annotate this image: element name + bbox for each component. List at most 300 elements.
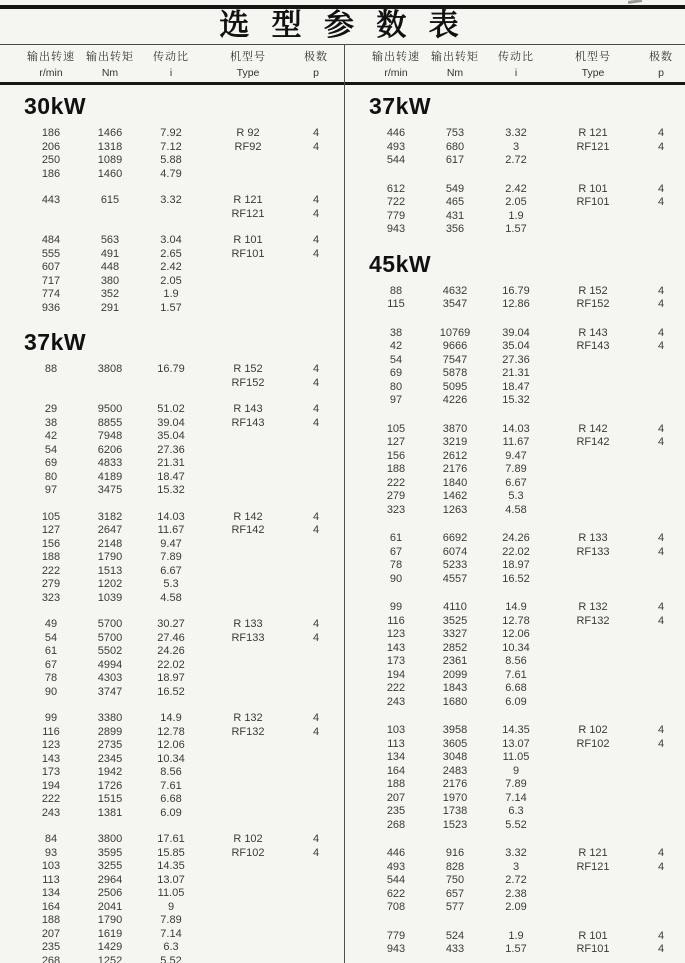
speed-cell: 612	[386, 182, 406, 195]
type-cell	[547, 628, 639, 642]
table-row	[345, 340, 685, 354]
scan-artifact-mark	[628, 0, 642, 4]
table-row	[345, 223, 685, 237]
type-cell: RF133	[231, 631, 265, 644]
table-row	[0, 208, 345, 222]
speed-cell: 279	[386, 490, 406, 502]
power-heading: 37kW	[24, 329, 87, 355]
type-cell: R 102	[578, 724, 608, 736]
poles-cell	[294, 901, 338, 915]
torque-cell: 3800	[97, 833, 123, 845]
poles-cell	[639, 642, 683, 656]
torque-cell: 2176	[442, 778, 468, 790]
poles-cell	[639, 504, 683, 518]
table-row	[345, 127, 685, 141]
row-group	[345, 327, 685, 408]
power-heading: 45kW	[369, 250, 432, 277]
table-row	[345, 751, 685, 765]
ratio-cell: 11.67	[502, 436, 530, 448]
header-ratio	[485, 49, 547, 82]
speed-cell	[22, 208, 80, 222]
torque-cell: 3547	[442, 298, 468, 310]
speed-cell: 115	[387, 298, 405, 310]
torque-cell: 753	[445, 127, 465, 139]
type-cell: R 152	[233, 363, 263, 375]
torque-cell: 1252	[97, 954, 123, 963]
table-row	[0, 377, 345, 391]
speed-cell: 99	[389, 601, 403, 613]
speed-cell: 779	[386, 209, 406, 222]
type-cell: R 92	[236, 127, 260, 139]
poles-cell	[294, 261, 338, 275]
table-row	[0, 261, 345, 275]
row-group	[0, 127, 345, 181]
speed-cell: 774	[41, 288, 61, 300]
ratio-cell: 10.34	[502, 641, 530, 654]
table-row	[0, 538, 345, 552]
type-cell: RF101	[576, 943, 610, 955]
ratio-cell: 12.78	[502, 614, 530, 627]
table-row	[345, 450, 685, 464]
table-row	[345, 682, 685, 696]
type-cell	[202, 565, 294, 579]
poles-cell	[639, 669, 683, 683]
speed-cell: 188	[41, 551, 61, 563]
ratio-cell: 2.65	[160, 247, 182, 260]
table-row	[0, 511, 345, 525]
table-row	[0, 363, 345, 377]
table-row	[0, 403, 345, 417]
speed-cell: 446	[386, 127, 406, 139]
table-row	[0, 578, 345, 592]
speed-cell: 88	[389, 284, 403, 297]
speed-cell: 323	[386, 503, 406, 516]
ratio-cell	[140, 377, 202, 391]
ratio-cell: 8.56	[160, 766, 182, 778]
table-row	[0, 686, 345, 700]
table-row	[345, 367, 685, 381]
table-row	[345, 861, 685, 875]
table-row	[0, 941, 345, 955]
torque-cell: 3255	[97, 860, 123, 872]
torque-cell: 2852	[442, 641, 468, 654]
poles-cell	[294, 471, 338, 485]
torque-cell: 2506	[97, 887, 123, 899]
ratio-cell: 24.26	[502, 532, 530, 544]
poles-cell: 4	[657, 532, 665, 544]
torque-cell: 1843	[442, 682, 468, 694]
type-cell	[202, 592, 294, 606]
power-heading: 37kW	[369, 93, 432, 119]
poles-cell: 4	[657, 943, 665, 955]
torque-cell: 10769	[439, 326, 471, 339]
torque-cell: 4632	[442, 284, 468, 297]
ratio-cell: 22.02	[502, 545, 530, 558]
type-cell: R 152	[578, 284, 608, 297]
speed-cell: 207	[41, 927, 61, 940]
torque-cell: 1840	[442, 476, 468, 489]
table-row	[345, 210, 685, 224]
poles-cell	[294, 551, 338, 565]
speed-cell: 54	[44, 443, 58, 456]
table-row	[0, 275, 345, 289]
type-cell: RF152	[231, 376, 265, 389]
poles-cell: 4	[657, 196, 665, 208]
table-row	[345, 930, 685, 944]
header-type-label: 机型号	[575, 51, 611, 63]
poles-cell	[294, 739, 338, 753]
torque-cell: 1726	[97, 779, 123, 792]
table-row	[345, 792, 685, 806]
table-row	[0, 524, 345, 538]
poles-cell: 4	[657, 298, 665, 310]
table-row	[345, 738, 685, 752]
header-torque	[80, 49, 140, 82]
poles-cell	[639, 778, 683, 792]
speed-cell: 235	[41, 941, 61, 953]
table-row	[345, 354, 685, 368]
torque-cell: 465	[445, 196, 465, 208]
table-row	[345, 285, 685, 299]
type-cell: RF133	[576, 545, 610, 558]
ratio-cell: 5.52	[160, 954, 182, 963]
poles-cell	[639, 682, 683, 696]
table-row	[0, 712, 345, 726]
table-row	[345, 490, 685, 504]
speed-cell: 156	[386, 449, 406, 462]
type-cell	[547, 669, 639, 683]
speed-cell: 88	[44, 363, 58, 375]
ratio-cell: 9.47	[160, 537, 182, 550]
poles-cell: 4	[312, 207, 320, 220]
type-cell	[202, 261, 294, 275]
table-row	[0, 618, 345, 632]
type-cell	[547, 642, 639, 656]
type-cell	[202, 444, 294, 458]
poles-cell	[639, 573, 683, 587]
poles-cell: 4	[312, 376, 320, 389]
speed-cell: 222	[386, 476, 406, 489]
torque-cell: 3870	[442, 422, 468, 435]
type-cell: R 142	[233, 510, 263, 523]
poles-cell: 4	[312, 416, 320, 429]
torque-cell: 1619	[97, 927, 123, 940]
speed-cell: 323	[41, 591, 61, 604]
table-row	[345, 888, 685, 902]
table-row	[0, 914, 345, 928]
ratio-cell: 18.47	[502, 380, 530, 393]
speed-cell: 544	[386, 874, 406, 886]
type-cell: R 133	[233, 618, 263, 630]
speed-cell: 207	[386, 791, 406, 804]
table-row	[0, 592, 345, 606]
row-group	[345, 601, 685, 709]
poles-cell	[639, 901, 683, 915]
speed-cell: 186	[41, 167, 61, 180]
table-row	[0, 248, 345, 262]
torque-cell: 448	[100, 261, 120, 273]
ratio-cell: 1.57	[505, 223, 527, 235]
table-row	[345, 546, 685, 560]
torque-cell: 4226	[442, 394, 468, 406]
torque-cell: 9500	[97, 403, 123, 415]
speed-cell: 186	[41, 127, 61, 139]
speed-cell: 80	[389, 380, 403, 393]
ratio-cell: 15.32	[502, 394, 530, 406]
type-cell	[202, 578, 294, 592]
ratio-cell: 14.03	[157, 510, 185, 523]
table-header-right	[345, 45, 685, 82]
ratio-cell: 4.58	[160, 591, 182, 604]
speed-cell: 279	[41, 578, 61, 590]
torque-cell: 4189	[97, 470, 123, 483]
table-row	[0, 780, 345, 794]
type-cell	[202, 538, 294, 552]
poles-cell	[294, 793, 338, 807]
type-cell: RF101	[576, 196, 610, 208]
ratio-cell: 5.3	[508, 490, 524, 502]
header-poles-label: 极数	[649, 51, 673, 63]
speed-cell: 123	[41, 739, 61, 751]
table-row	[0, 793, 345, 807]
type-cell	[547, 394, 639, 408]
ratio-cell: 7.61	[505, 668, 527, 681]
speed-cell: 78	[44, 672, 58, 684]
type-cell	[547, 381, 639, 395]
poles-cell	[294, 686, 338, 700]
speed-cell: 717	[41, 274, 61, 287]
speed-cell: 243	[386, 695, 406, 708]
ratio-cell: 18.47	[157, 470, 185, 483]
header-speed-unit: r/min	[384, 67, 408, 79]
table-row	[345, 141, 685, 155]
poles-cell	[294, 168, 338, 182]
ratio-cell: 27.36	[502, 353, 530, 366]
torque-cell: 1738	[442, 805, 468, 817]
torque-cell: 657	[445, 887, 465, 900]
poles-cell: 4	[657, 284, 665, 297]
ratio-cell: 3.04	[160, 234, 182, 246]
speed-cell: 69	[44, 457, 58, 469]
ratio-cell: 27.36	[157, 443, 185, 456]
speed-cell: 443	[41, 194, 61, 206]
header-ratio-unit: i	[514, 67, 518, 79]
ratio-cell: 21.31	[157, 457, 185, 469]
type-cell	[547, 477, 639, 491]
table-row	[0, 417, 345, 431]
table-row	[345, 573, 685, 587]
table-row	[0, 860, 345, 874]
type-cell	[202, 941, 294, 955]
header-type-unit: Type	[236, 67, 260, 79]
speed-cell: 90	[389, 572, 403, 585]
type-cell: R 143	[233, 403, 263, 415]
ratio-cell: 2.09	[505, 901, 527, 913]
table-row	[0, 847, 345, 861]
speed-cell: 123	[386, 628, 406, 640]
row-group	[0, 403, 345, 498]
poles-cell: 4	[312, 618, 320, 630]
torque-cell: 1523	[442, 818, 468, 831]
ratio-cell: 12.86	[502, 298, 530, 310]
poles-cell	[639, 805, 683, 819]
table-row	[345, 696, 685, 710]
table-row	[0, 484, 345, 498]
torque-cell: 3605	[442, 737, 468, 750]
table-row	[345, 601, 685, 615]
poles-cell	[639, 463, 683, 477]
table-row	[0, 955, 345, 963]
table-header	[0, 44, 685, 85]
poles-cell	[639, 477, 683, 491]
ratio-cell: 15.32	[157, 484, 185, 496]
type-cell	[547, 655, 639, 669]
poles-cell	[294, 592, 338, 606]
power-section	[0, 93, 345, 315]
speed-cell: 54	[44, 631, 58, 644]
torque-cell: 4994	[97, 658, 123, 671]
poles-cell: 4	[312, 712, 320, 724]
row-group	[0, 194, 345, 221]
ratio-cell: 14.03	[502, 422, 530, 435]
poles-cell	[294, 766, 338, 780]
ratio-cell: 1.9	[508, 209, 524, 222]
torque-cell: 3595	[97, 846, 123, 859]
type-cell: RF143	[231, 416, 265, 429]
poles-cell	[294, 302, 338, 316]
poles-cell	[294, 807, 338, 821]
table-row	[0, 659, 345, 673]
poles-cell	[639, 559, 683, 573]
torque-cell: 1462	[442, 490, 468, 502]
speed-cell: 222	[41, 564, 61, 577]
torque-cell: 433	[445, 943, 465, 955]
ratio-cell: 35.04	[502, 340, 530, 352]
table-row	[345, 559, 685, 573]
row-group	[345, 532, 685, 586]
speed-cell: 134	[386, 751, 406, 763]
type-cell	[547, 223, 639, 237]
header-ratio-label: 传动比	[153, 51, 189, 63]
row-group	[345, 183, 685, 237]
torque-cell: 2735	[97, 739, 123, 751]
speed-cell: 156	[41, 537, 61, 550]
poles-cell	[294, 659, 338, 673]
speed-cell: 622	[386, 887, 406, 900]
ratio-cell: 11.05	[157, 887, 185, 899]
torque-cell: 7547	[442, 353, 468, 366]
ratio-cell: 6.68	[160, 793, 182, 805]
poles-cell	[294, 154, 338, 168]
table-row	[345, 423, 685, 437]
ratio-cell: 6.68	[505, 682, 527, 694]
poles-cell	[294, 860, 338, 874]
row-group	[345, 847, 685, 915]
poles-cell	[294, 914, 338, 928]
poles-cell	[639, 888, 683, 902]
speed-cell: 134	[41, 887, 61, 899]
type-cell: RF132	[576, 614, 610, 627]
speed-cell: 188	[386, 463, 406, 475]
speed-cell: 708	[386, 901, 406, 913]
ratio-cell: 3	[512, 140, 520, 153]
type-cell: R 101	[578, 929, 608, 942]
ratio-cell: 3	[512, 860, 520, 873]
speed-cell: 84	[44, 833, 58, 845]
table-right-column	[345, 88, 685, 963]
torque-cell: 5233	[442, 559, 468, 571]
type-cell	[202, 430, 294, 444]
speed-cell: 250	[41, 154, 61, 166]
speed-cell: 49	[44, 618, 58, 630]
speed-cell: 61	[389, 532, 403, 544]
header-type-label: 机型号	[230, 51, 266, 63]
poles-cell: 4	[657, 340, 665, 352]
poles-cell	[639, 450, 683, 464]
table-row	[0, 672, 345, 686]
type-cell	[547, 778, 639, 792]
speed-cell: 173	[41, 766, 61, 778]
header-speed-unit: r/min	[39, 67, 63, 79]
ratio-cell: 6.67	[160, 564, 182, 577]
torque-cell: 617	[445, 154, 465, 166]
ratio-cell: 16.52	[157, 685, 185, 698]
poles-cell: 4	[657, 182, 665, 195]
ratio-cell: 17.61	[157, 833, 185, 845]
header-poles-unit: p	[658, 67, 664, 79]
speed-cell: 544	[386, 154, 406, 166]
torque-cell: 3958	[442, 724, 468, 736]
table-row	[0, 726, 345, 740]
poles-cell	[294, 874, 338, 888]
speed-cell: 446	[386, 847, 406, 859]
torque-cell: 1039	[97, 591, 123, 604]
type-cell	[202, 645, 294, 659]
ratio-cell: 2.42	[160, 261, 182, 273]
type-cell: R 132	[578, 601, 608, 613]
header-type-unit: Type	[581, 67, 605, 79]
type-cell	[202, 874, 294, 888]
poles-cell: 4	[657, 545, 665, 558]
ratio-cell: 14.35	[157, 860, 185, 872]
ratio-cell: 12.06	[502, 628, 530, 640]
page-title: 选 型 参 数 表	[219, 9, 466, 42]
table-row	[345, 463, 685, 477]
speed-cell: 493	[386, 860, 406, 873]
poles-cell	[294, 753, 338, 767]
ratio-cell: 6.09	[505, 695, 527, 708]
type-cell	[202, 154, 294, 168]
ratio-cell: 30.27	[157, 618, 185, 630]
torque-cell: 5700	[97, 618, 123, 630]
poles-cell: 4	[312, 363, 320, 375]
ratio-cell: 2.72	[505, 874, 527, 886]
type-cell	[547, 805, 639, 819]
torque-cell: 1460	[97, 167, 123, 180]
poles-cell	[294, 887, 338, 901]
header-type	[202, 49, 294, 82]
table-row	[345, 874, 685, 888]
table-row	[0, 444, 345, 458]
speed-cell: 127	[386, 436, 406, 448]
poles-cell: 4	[657, 929, 665, 942]
type-cell	[202, 484, 294, 498]
ratio-cell: 12.78	[157, 725, 185, 738]
poles-cell	[294, 941, 338, 955]
poles-cell	[294, 672, 338, 686]
type-cell	[202, 672, 294, 686]
torque-cell: 3525	[442, 614, 468, 627]
